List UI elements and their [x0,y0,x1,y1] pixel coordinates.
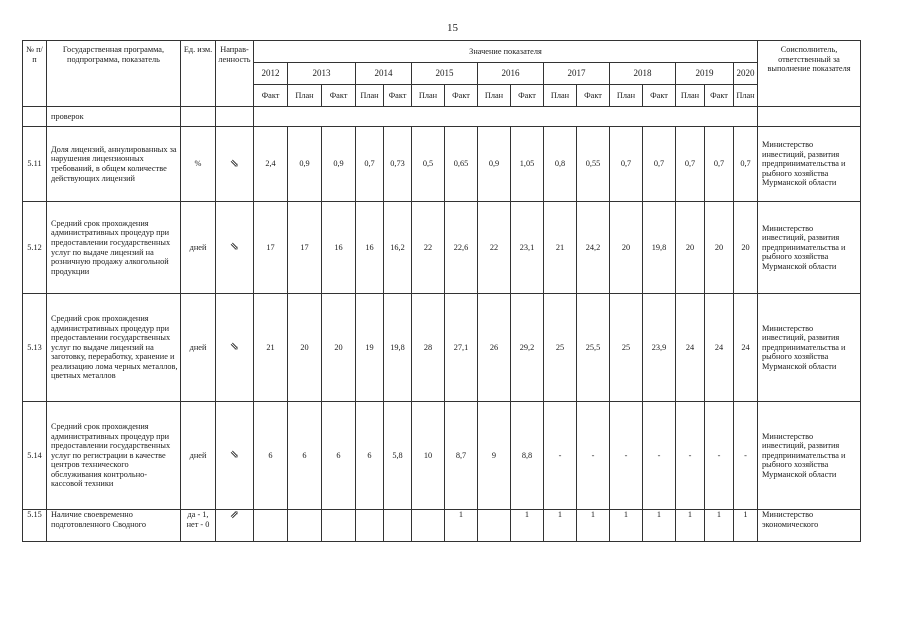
subheader-plan: План [734,85,758,107]
indicator-name: Наличие своевременно подготовленного Сводного [47,510,181,542]
values-empty [254,107,758,127]
value-cell [322,510,356,542]
value-cell [254,510,288,542]
value-cell: 22 [478,202,511,294]
value-cell [478,510,511,542]
value-cell: - [544,402,577,510]
table-row [23,127,861,202]
value-cell: 20 [705,202,734,294]
value-cell: 0,7 [356,127,384,202]
value-cell: - [676,402,705,510]
value-cell: 16 [356,202,384,294]
value-cell: 20 [676,202,705,294]
value-cell: 20 [734,202,758,294]
value-cell: 25 [544,294,577,402]
subheader-fact: Факт [384,85,412,107]
value-cell: 0,9 [478,127,511,202]
value-cell: - [577,402,610,510]
value-cell: 17 [288,202,322,294]
header-responsible: Соисполнитель, ответственный за выполнение показателя [758,41,861,107]
value-cell: 25,5 [577,294,610,402]
value-cell: 1 [734,510,758,542]
value-cell: 1 [544,510,577,542]
subheader-plan: План [356,85,384,107]
arrow-up-right-icon: ⇗ [229,509,240,521]
responsible-cell: Министерство инвестиций, развития предпринимательства и рыбного хозяйства Мурманской области [758,202,861,294]
value-cell: 10 [412,402,445,510]
subheader-plan: План [478,85,511,107]
value-cell: 6 [356,402,384,510]
value-cell: 17 [254,202,288,294]
row-number: 5.11 [23,127,47,202]
value-cell: - [643,402,676,510]
value-cell: 1 [445,510,478,542]
num-cell [23,107,47,127]
value-cell: 0,9 [288,127,322,202]
indicator-name: Средний срок прохождения административных процедур при предоставлении государственных услуг по выдаче лицензий на розничную продажу алкогольной продукции [47,202,181,294]
subheader-fact: Факт [254,85,288,107]
continuation-row [23,107,861,127]
row-number: 5.14 [23,402,47,510]
unit-cell: % [181,127,216,202]
header-direction: Направ-ленность [216,41,254,107]
value-cell: 19,8 [643,202,676,294]
header-num: № п/п [23,41,47,107]
value-cell: 24 [676,294,705,402]
arrow-down-right-icon: ⇘ [229,449,240,461]
value-cell [412,510,445,542]
value-cell: 0,7 [610,127,643,202]
value-cell: 19,8 [384,294,412,402]
value-cell: - [734,402,758,510]
row-number: 5.12 [23,202,47,294]
indicator-name: Средний срок прохождения административных процедур при предоставлении государственных услуг по выдаче лицензий на заготовку, переработку, хранение и реализацию лома черных металлов, цветных металлов [47,294,181,402]
indicator-name: проверок [47,107,181,127]
direction-cell [216,510,254,542]
direction-cell [216,107,254,127]
responsible-cell [758,107,861,127]
value-cell: 0,65 [445,127,478,202]
subheader-fact: Факт [577,85,610,107]
year-header-2015: 2015 [412,63,478,85]
indicator-table [22,40,861,542]
value-cell: 21 [254,294,288,402]
subheader-plan: План [610,85,643,107]
value-cell [356,510,384,542]
arrow-down-right-icon: ⇘ [229,241,240,253]
header-unit: Ед. изм. [181,41,216,107]
year-header-2019: 2019 [676,63,734,85]
value-cell: 0,7 [705,127,734,202]
subheader-fact: Факт [643,85,676,107]
value-cell: 16,2 [384,202,412,294]
value-cell: 0,7 [734,127,758,202]
value-cell: 6 [288,402,322,510]
value-cell: 25 [610,294,643,402]
year-header-2013: 2013 [288,63,356,85]
value-cell: 27,1 [445,294,478,402]
value-cell: 5,8 [384,402,412,510]
value-cell: 0,7 [676,127,705,202]
value-cell: 2,4 [254,127,288,202]
subheader-fact: Факт [322,85,356,107]
table-row [23,402,861,510]
value-cell: - [705,402,734,510]
value-cell: 8,8 [511,402,544,510]
value-cell: 21 [544,202,577,294]
value-cell: 8,7 [445,402,478,510]
value-cell: 1 [676,510,705,542]
page-number: 15 [447,22,458,34]
responsible-cell: Министерство экономического [758,510,861,542]
value-cell: 28 [412,294,445,402]
value-cell: 23,1 [511,202,544,294]
table-row [23,202,861,294]
subheader-fact: Факт [511,85,544,107]
year-header-2020: 2020 [734,63,758,85]
value-cell: 0,7 [643,127,676,202]
year-header-2018: 2018 [610,63,676,85]
subheader-plan: План [288,85,322,107]
value-cell: - [610,402,643,510]
direction-cell [216,402,254,510]
value-cell: 22,6 [445,202,478,294]
value-cell: 1 [643,510,676,542]
arrow-down-right-icon: ⇘ [229,157,240,170]
subheader-fact: Факт [705,85,734,107]
value-cell: 1,05 [511,127,544,202]
value-cell: 22 [412,202,445,294]
header-name: Государственная программа, подпрограмма, показатель [47,41,181,107]
value-cell [288,510,322,542]
value-cell: 0,73 [384,127,412,202]
direction-cell [216,202,254,294]
direction-cell [216,127,254,202]
value-cell: 1 [610,510,643,542]
responsible-cell: Министерство инвестиций, развития предпринимательства и рыбного хозяйства Мурманской области [758,294,861,402]
year-header-2014: 2014 [356,63,412,85]
subheader-plan: План [544,85,577,107]
value-cell: 24 [705,294,734,402]
subheader-plan: План [676,85,705,107]
value-cell: 26 [478,294,511,402]
unit-cell: дней [181,202,216,294]
value-cell: 1 [511,510,544,542]
value-cell: 20 [610,202,643,294]
responsible-cell: Министерство инвестиций, развития предпринимательства и рыбного хозяйства Мурманской области [758,127,861,202]
value-cell: 19 [356,294,384,402]
value-cell: 24 [734,294,758,402]
subheader-fact: Факт [445,85,478,107]
value-cell: 1 [705,510,734,542]
unit-cell: да - 1, нет - 0 [181,510,216,542]
value-cell [384,510,412,542]
value-cell: 0,5 [412,127,445,202]
row-number: 5.13 [23,294,47,402]
value-cell: 0,8 [544,127,577,202]
value-cell: 0,55 [577,127,610,202]
value-cell: 0,9 [322,127,356,202]
header-value-group: Значение показателя [254,41,758,63]
unit-cell: дней [181,294,216,402]
responsible-cell: Министерство инвестиций, развития предпринимательства и рыбного хозяйства Мурманской области [758,402,861,510]
direction-cell [216,294,254,402]
value-cell: 16 [322,202,356,294]
year-header-2012: 2012 [254,63,288,85]
indicator-name: Средний срок прохождения административных процедур при предоставлении государственных услуг по регистрации в качестве центров технического обслуживания контрольно-кассовой техники [47,402,181,510]
indicator-name: Доля лицензий, аннулированных за нарушения лицензионных требований, в общем количестве действующих лицензий [47,127,181,202]
year-header-2016: 2016 [478,63,544,85]
table-row [23,294,861,402]
value-cell: 9 [478,402,511,510]
unit-cell: дней [181,402,216,510]
value-cell: 1 [577,510,610,542]
value-cell: 23,9 [643,294,676,402]
value-cell: 6 [254,402,288,510]
value-cell: 6 [322,402,356,510]
arrow-down-right-icon: ⇘ [229,341,240,353]
row-number: 5.15 [23,510,47,542]
value-cell: 24,2 [577,202,610,294]
value-cell: 20 [322,294,356,402]
year-header-2017: 2017 [544,63,610,85]
table-row [23,510,861,542]
subheader-plan: План [412,85,445,107]
unit-cell [181,107,216,127]
value-cell: 20 [288,294,322,402]
value-cell: 29,2 [511,294,544,402]
